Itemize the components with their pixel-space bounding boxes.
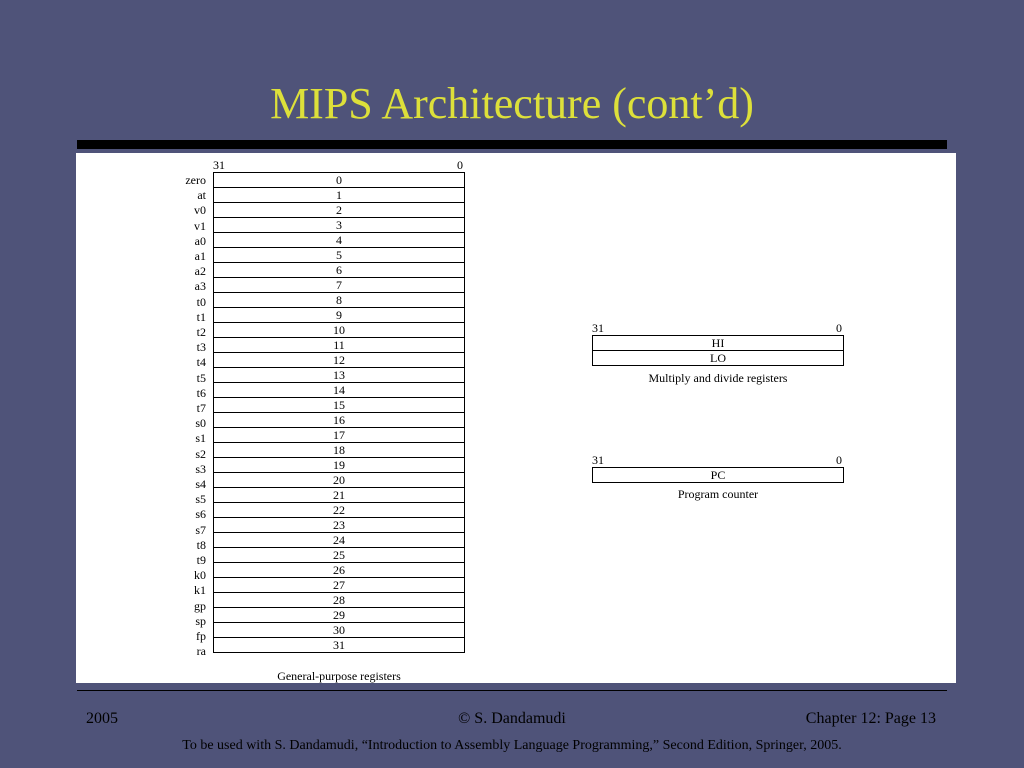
lo-register-row bbox=[593, 351, 844, 366]
gpr-register-name: a0 bbox=[194, 233, 206, 248]
gpr-row bbox=[214, 173, 465, 188]
title-divider bbox=[77, 140, 947, 149]
gpr-number-cell: 29 bbox=[214, 608, 465, 623]
gpr-number-cell: 9 bbox=[214, 308, 465, 323]
gpr-bit-high-label: 31 bbox=[213, 158, 225, 172]
gpr-number-cell: 23 bbox=[214, 518, 465, 533]
gpr-register-name: t3 bbox=[196, 340, 206, 355]
gpr-number-cell: 6 bbox=[214, 263, 465, 278]
muldiv-caption: Multiply and divide registers bbox=[648, 371, 788, 385]
gpr-number-cell: 16 bbox=[214, 413, 465, 428]
muldiv-bit-low-label: 0 bbox=[836, 321, 842, 335]
gpr-number-cell: 14 bbox=[214, 383, 465, 398]
gpr-register-name: sp bbox=[195, 613, 206, 628]
gpr-number-cell: 25 bbox=[214, 548, 465, 563]
gpr-register-name: s5 bbox=[195, 492, 206, 507]
gpr-register-name: a2 bbox=[194, 264, 206, 279]
gpr-number-cell: 18 bbox=[214, 443, 465, 458]
gpr-register-name: v1 bbox=[194, 218, 206, 233]
gpr-number-cell: 27 bbox=[214, 578, 465, 593]
gpr-number-cell: 19 bbox=[214, 458, 465, 473]
gpr-register-name: at bbox=[197, 188, 206, 203]
gpr-row bbox=[214, 218, 465, 233]
gpr-number-cell: 31 bbox=[214, 638, 465, 653]
gpr-register-name: zero bbox=[185, 173, 206, 187]
gpr-number-cell: 22 bbox=[214, 503, 465, 518]
gpr-bit-low-label: 0 bbox=[457, 158, 463, 172]
gpr-register-name: k1 bbox=[194, 583, 206, 598]
footer-page: Chapter 12: Page 13 bbox=[805, 710, 936, 727]
gpr-register-name: t4 bbox=[196, 355, 206, 370]
gpr-row bbox=[214, 203, 465, 218]
gpr-row bbox=[214, 593, 465, 608]
gpr-register-name: s1 bbox=[195, 431, 206, 446]
gpr-register-name: t5 bbox=[196, 370, 206, 385]
gpr-register-name: s3 bbox=[195, 461, 206, 476]
gpr-number-cell: 8 bbox=[214, 293, 465, 308]
footer-credit: To be used with S. Dandamudi, “Introduction to Assembly Language Programming,” Second Edition, Springer, 2005. bbox=[182, 738, 842, 753]
gpr-register-name: a3 bbox=[194, 279, 206, 294]
gpr-register-name: fp bbox=[196, 629, 206, 643]
gpr-register-name: k0 bbox=[194, 568, 206, 583]
gpr-register-name: s4 bbox=[195, 477, 206, 491]
gpr-row bbox=[214, 533, 465, 548]
gpr-row bbox=[214, 248, 465, 263]
gpr-number-cell: 24 bbox=[214, 533, 465, 548]
pc-register-cell: PC bbox=[593, 468, 844, 483]
gpr-row bbox=[214, 308, 465, 323]
gpr-number-cell: 0 bbox=[214, 173, 465, 188]
gpr-number-cell: 28 bbox=[214, 593, 465, 608]
gpr-row bbox=[214, 233, 465, 248]
gpr-row bbox=[214, 503, 465, 518]
muldiv-bit-high-label: 31 bbox=[592, 321, 604, 335]
gpr-row bbox=[214, 608, 465, 623]
gpr-number-cell: 5 bbox=[214, 248, 465, 263]
gpr-register-name: t0 bbox=[196, 294, 206, 309]
gpr-register-name: t1 bbox=[196, 309, 206, 324]
gpr-row bbox=[214, 458, 465, 473]
gpr-row bbox=[214, 368, 465, 383]
gpr-row bbox=[214, 563, 465, 578]
gpr-number-cell: 17 bbox=[214, 428, 465, 443]
gpr-number-cell: 30 bbox=[214, 623, 465, 638]
lo-register-cell: LO bbox=[593, 351, 844, 366]
footer-author: © S. Dandamudi bbox=[458, 710, 566, 727]
pc-bit-low-label: 0 bbox=[836, 453, 842, 467]
gpr-row bbox=[214, 518, 465, 533]
gpr-register-name: s0 bbox=[195, 416, 206, 431]
gpr-register-name: t9 bbox=[196, 553, 206, 567]
gpr-row bbox=[214, 488, 465, 503]
gpr-row bbox=[214, 548, 465, 563]
gpr-register-name: s6 bbox=[195, 507, 206, 522]
register-diagram-panel bbox=[76, 153, 956, 683]
gpr-row bbox=[214, 578, 465, 593]
gpr-register-name: gp bbox=[194, 598, 206, 613]
hi-register-cell: HI bbox=[593, 336, 844, 351]
gpr-row bbox=[214, 263, 465, 278]
gpr-row bbox=[214, 278, 465, 293]
gpr-number-cell: 11 bbox=[214, 338, 465, 353]
gpr-register-name: s7 bbox=[195, 522, 206, 537]
gpr-number-cell: 2 bbox=[214, 203, 465, 218]
gpr-row bbox=[214, 473, 465, 488]
gpr-register-name: t6 bbox=[196, 385, 206, 400]
gpr-caption: General-purpose registers bbox=[277, 669, 401, 683]
gpr-number-cell: 7 bbox=[214, 278, 465, 293]
pc-caption: Program counter bbox=[677, 487, 759, 501]
gpr-register-name: a1 bbox=[194, 249, 206, 263]
gpr-number-cell: 1 bbox=[214, 188, 465, 203]
gpr-number-cell: 20 bbox=[214, 473, 465, 488]
gpr-row bbox=[214, 398, 465, 413]
gpr-row bbox=[214, 443, 465, 458]
gpr-row bbox=[214, 413, 465, 428]
gpr-row bbox=[214, 638, 465, 653]
gpr-register-name: v0 bbox=[194, 203, 206, 218]
pc-table bbox=[592, 467, 844, 483]
pc-register-row bbox=[593, 468, 844, 483]
gpr-number-cell: 4 bbox=[214, 233, 465, 248]
gpr-row bbox=[214, 353, 465, 368]
gpr-number-cell: 21 bbox=[214, 488, 465, 503]
hi-register-row bbox=[593, 336, 844, 351]
gpr-register-name: s2 bbox=[195, 446, 206, 461]
gpr-number-cell: 3 bbox=[214, 218, 465, 233]
muldiv-table bbox=[592, 335, 844, 366]
gpr-register-name: t8 bbox=[196, 537, 206, 552]
pc-bit-high-label: 31 bbox=[592, 453, 604, 467]
footer-year: 2005 bbox=[86, 710, 118, 727]
gpr-row bbox=[214, 188, 465, 203]
gpr-row bbox=[214, 383, 465, 398]
gpr-register-name: t7 bbox=[196, 401, 206, 415]
gpr-row bbox=[214, 338, 465, 353]
slide-title: MIPS Architecture (cont’d) bbox=[270, 79, 754, 128]
footer-divider bbox=[77, 690, 947, 691]
gpr-number-cell: 26 bbox=[214, 563, 465, 578]
gpr-table bbox=[213, 172, 465, 653]
gpr-number-cell: 12 bbox=[214, 353, 465, 368]
gpr-number-cell: 15 bbox=[214, 398, 465, 413]
gpr-row bbox=[214, 428, 465, 443]
gpr-number-cell: 13 bbox=[214, 368, 465, 383]
gpr-row bbox=[214, 293, 465, 308]
gpr-register-name: ra bbox=[196, 644, 206, 659]
gpr-row bbox=[214, 623, 465, 638]
gpr-row bbox=[214, 323, 465, 338]
gpr-register-name: t2 bbox=[196, 325, 206, 339]
gpr-number-cell: 10 bbox=[214, 323, 465, 338]
